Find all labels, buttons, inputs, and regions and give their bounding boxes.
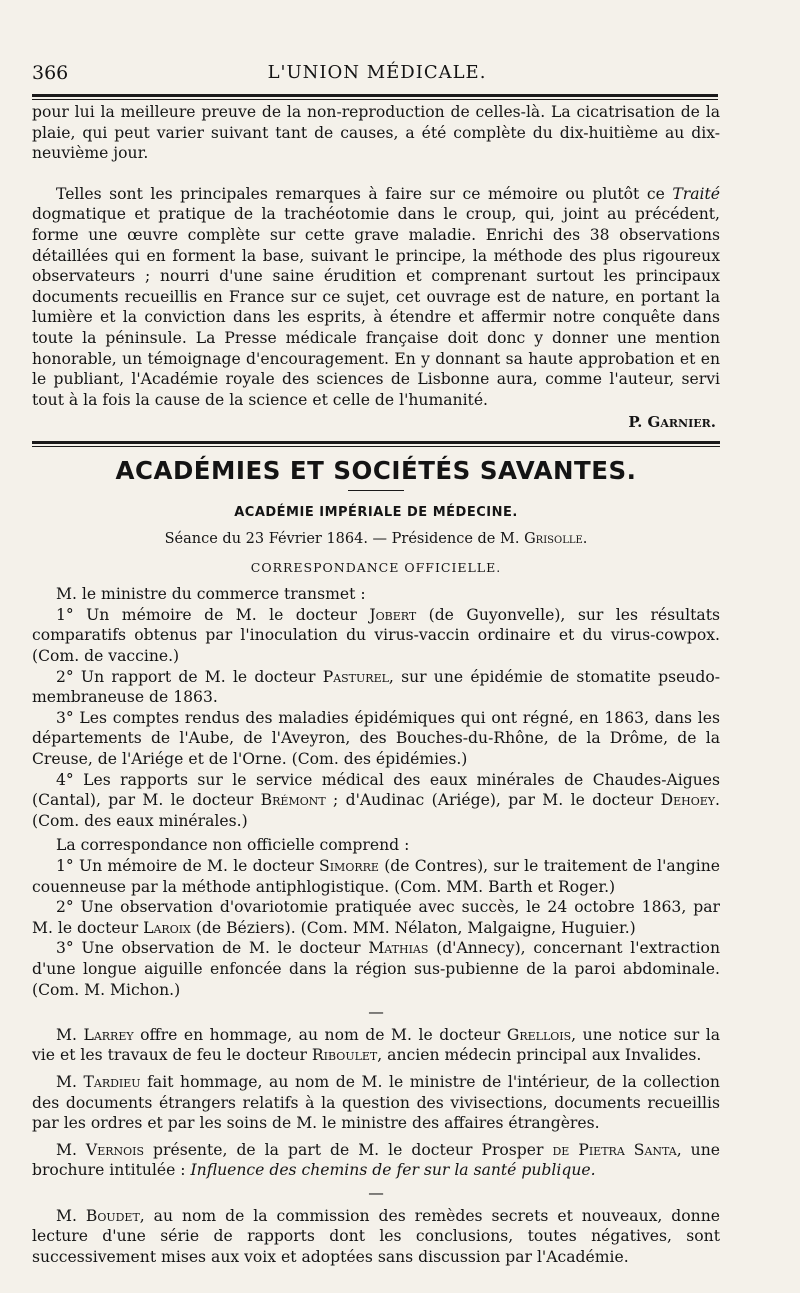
page-header	[32, 62, 722, 94]
correspondence-heading: CORRESPONDANCE OFFICIELLE.	[250, 559, 502, 575]
brochure-title: Influence des chemins de fer sur la santé publique.	[190, 1161, 596, 1180]
official-intro: M. le ministre du commerce transmet :	[56, 585, 366, 604]
text-run: , au nom de la commission des remèdes secrets et nouveaux, donne lecture d'une série de rapports dont les conclusions, toutes négatives, sont successivement mises aux voix et adoptées sans discussion par l'Académie.	[32, 1206, 720, 1266]
text-run: 1° Un mémoire de M. le docteur	[56, 605, 370, 624]
text-run: , ancien médecin principal aux Invalides.	[377, 1046, 702, 1065]
text-run: 3° Une observation de M. le docteur	[56, 939, 369, 958]
text-run: Telles sont les principales remarques à faire sur ce mémoire ou plutôt ce	[56, 184, 673, 203]
running-title: L'UNION MÉDICALE.	[267, 62, 487, 83]
text-run: 1° Un mémoire de M. le docteur	[56, 857, 320, 875]
author-name: Simorre	[319, 857, 379, 875]
section-title: ACADÉMIES ET SOCIÉTÉS SAVANTES.	[115, 455, 637, 485]
text-run: , sur une épidémie de stomatite pseudo-membraneuse de 1863.	[32, 667, 720, 707]
text-run: 4° Les rapports sur le service médical des eaux minérales de Chaudes-Aigues (Cantal), par M. le docteur	[32, 770, 720, 810]
text-run: 2° Une observation d'ovariotomie pratiquée avec succès, le 24 octobre 1863, par M. le docteur	[32, 898, 720, 937]
text-run: présente, de la part de M. le docteur Prosper	[144, 1140, 553, 1159]
member-name: M. Boudet	[56, 1206, 140, 1225]
text-run: offre en hommage, au nom de M. le docteur	[133, 1025, 507, 1044]
author-name: Dehoey	[660, 791, 716, 810]
text-run: , une brochure intitulée :	[32, 1140, 720, 1180]
member-name: M. Tardieu	[56, 1072, 141, 1091]
author-name: Mathias	[368, 939, 429, 958]
text-run: 2° Un rapport de M. le docteur	[56, 667, 323, 686]
official-item-2	[32, 667, 720, 708]
text-run: (de Béziers). (Com. MM. Nélaton, Malgaigne, Huguier.)	[190, 918, 636, 937]
author-name: Riboulet	[311, 1046, 378, 1065]
text-run: . (Com. des eaux minérales.)	[32, 791, 720, 830]
author-name: Grellois	[506, 1025, 572, 1044]
review-paragraph-1: pour lui la meilleure preuve de la non-reproduction de celles-là. La cicatrisation de la plaie, qui peut varier suivant tant de causes, a été complète du dix-huitième au dix-neuvième jour.	[32, 103, 720, 163]
session-president: Grisolle.	[524, 531, 588, 548]
author-name: de Pietra Santa	[552, 1140, 677, 1159]
text-run: dogmatique et pratique de la trachéotomie dans le croup, qui, joint au précédent, forme une œuvre complète sur cette grave maladie. Enrichi des 38 observations détaillées qui en forment la base, suivant le principe, la méthode des plus rigoureux observateurs ; nourri d'une saine érudition et comprenant surtout les principaux documents recueillis en France sur ce sujet, cet ouvrage est de nature, en portant la lumière et la conviction dans les esprits, à étendre et affermir notre conquête dans toute la péninsule. La Presse médicale française doit donc y donner une mention honorable, un témoignage d'encouragement. En y donnant sa haute approbation et en le publiant, l'Académie royale des sciences de Lisbonne aura, comme l'auteur, servi tout à la fois la cause de la science et celle de l'humanité.	[32, 205, 720, 409]
member-name: M. Larrey	[56, 1025, 134, 1044]
official-item-4	[32, 770, 720, 832]
text-run: (de Guyonvelle), sur les résultats comparatifs obtenus par l'inoculation du virus-vaccin ordinaire et du virus-cowpox. (Com. de vaccine.)	[32, 605, 720, 666]
official-item-1	[32, 605, 720, 667]
separator-dash: —	[368, 1003, 384, 1022]
section-rule	[32, 441, 720, 447]
italic-title: Traité	[672, 184, 720, 203]
session-line	[32, 529, 720, 550]
separator-dash: —	[368, 1183, 384, 1202]
text-run: , une notice sur la vie et les travaux de feu le docteur	[32, 1025, 720, 1065]
text-run: fait hommage, au nom de M. le ministre de l'intérieur, de la collection des documents étrangers relatifs à la question des vivisections, documents recueillis par les ordres et par les soins de M. le ministre des affaires étrangères.	[32, 1072, 720, 1133]
paragraph-gap	[32, 164, 720, 184]
text-run: ; d'Audinac (Ariége), par M. le docteur	[325, 791, 661, 810]
session-date: Séance du 23 Février 1864. — Présidence de M.	[164, 531, 525, 548]
review-paragraph-2	[32, 184, 720, 411]
author-name: Laroix	[143, 918, 191, 937]
text-run: (de Contres), sur le traitement de l'angine couenneuse par la méthode antiphlogistique. (Com. MM. Barth et Roger.)	[32, 857, 721, 896]
header-rule	[32, 94, 718, 100]
unofficial-item-2	[32, 897, 720, 938]
boudet-paragraph	[32, 1206, 720, 1268]
page-body	[32, 102, 720, 1267]
review-signature: P. Garnier.	[628, 413, 716, 432]
member-name: M. Vernois	[56, 1140, 145, 1159]
larrey-paragraph	[32, 1025, 720, 1066]
subsection-title: ACADÉMIE IMPÉRIALE DE MÉDECINE.	[234, 504, 518, 520]
text-run: (d'Annecy), concernant l'extraction d'une longue aiguille enfoncée dans la région sus-pubienne de la paroi abdominale. (Com. M. Michon.)	[32, 939, 720, 999]
page-number: 366	[32, 62, 69, 84]
short-rule	[348, 490, 404, 491]
vernois-paragraph	[32, 1140, 720, 1181]
unofficial-intro: La correspondance non officielle comprend :	[56, 836, 410, 855]
author-name: Pasturel	[322, 667, 389, 686]
author-name: Jobert	[369, 605, 417, 624]
tardieu-paragraph	[32, 1072, 720, 1134]
unofficial-item-1	[32, 856, 720, 897]
official-item-3: 3° Les comptes rendus des maladies épidémiques qui ont régné, en 1863, dans les départements de l'Aube, de l'Aveyron, des Bouches-du-Rhône, de la Drôme, de la Creuse, de l'Ariége et de l'Orne. (Com. des épidémies.)	[32, 708, 720, 769]
unofficial-item-3	[32, 938, 720, 1000]
author-name: Brémont	[260, 791, 326, 810]
